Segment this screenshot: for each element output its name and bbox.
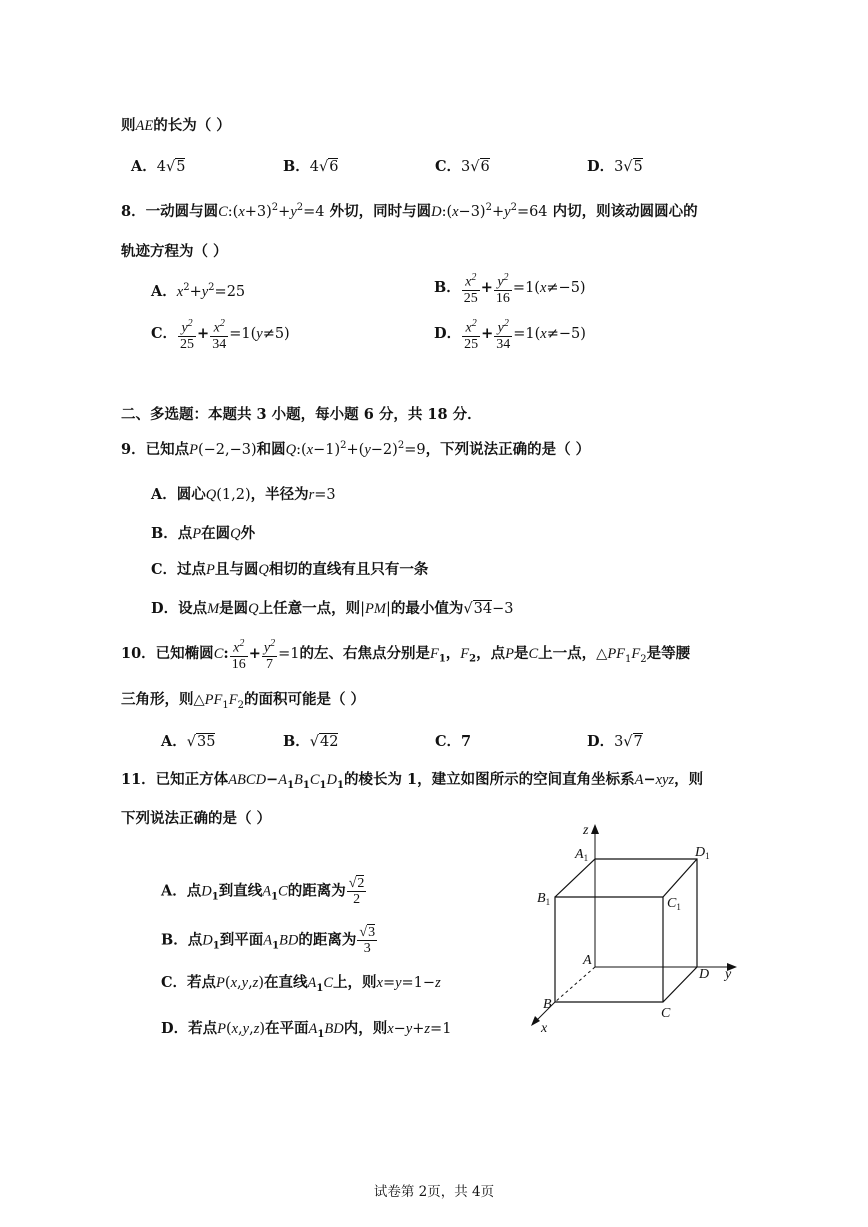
label-D1: $D_1$ [695, 845, 710, 861]
label-A1: $A_1$ [575, 847, 589, 863]
cube-figure [525, 812, 755, 1037]
label-A: A [583, 953, 592, 968]
q9-stem: 9．已知点P(−2,−3)和圆$Q:(x-1)^2+(y-2)^2=9$，下列说法正确的是（ ） [121, 440, 591, 458]
q11-stem: 11．已知正方体$ABCD-A_1B_1C_1D_1$的棱长为 1，建立如图所示的空间直角坐标系A−xyz，则 [121, 771, 704, 791]
q9-option-d: D．设点M是圆Q上任意一点，则|PM|的最小值为√34−3 [151, 600, 514, 617]
q10-stem2: 三角形，则$\triangle PF_1F_2$的面积可能是（ ） [121, 691, 366, 711]
q10-option-d: D．3√7 [587, 733, 643, 750]
q11-stem2: 下列说法正确的是（ ） [121, 810, 272, 827]
q7-option-b: B．4√6 [283, 158, 339, 175]
q10-option-b: B．√42 [283, 733, 339, 750]
label-B1: $B_1$ [537, 891, 551, 907]
q7-option-c: C．3√6 [435, 158, 490, 175]
q9-option-b: B．点P在圆Q外 [151, 525, 256, 542]
label-y: y [725, 967, 732, 982]
q10-option-c: C．7 [435, 733, 472, 750]
label-C1: $C_1$ [667, 896, 681, 912]
q8-stem: 8．一动圆与圆$C:(x+3)^2+y^2=4$ 外切，同时与圆$D:(x-3)^2+y^2=64$ 内切，则该动圆圆心的 [121, 202, 698, 220]
page-footer: 试卷第 2页，共 4页 [373, 1184, 495, 1200]
q7-stem: 则AE的长为（ ） [121, 117, 231, 134]
q8-option-d: D． $\frac{x^2}{25}$ + $\frac{y^2}{34}$ =1(x≠−5) [434, 318, 586, 352]
q11-option-d: D．若点P(x,y,z)在平面$A_1BD$内，则x−y+z=1 [161, 1020, 452, 1040]
q10-option-a: A．√35 [161, 733, 216, 750]
q7-option-d: D．3√5 [587, 158, 643, 175]
q8-stem2: 轨迹方程为（ ） [121, 243, 228, 260]
q9-option-c: C．过点P且与圆Q相切的直线有且只有一条 [151, 561, 429, 578]
z-axis-arrow-icon [591, 824, 599, 834]
q11-option-a: A．点$D_1$到直线$A_1C$的距离为 $\frac{√2}{2}$ [161, 876, 365, 907]
edge-C1D1 [663, 859, 697, 897]
label-D: D [699, 967, 710, 982]
q10-stem: 10．已知椭圆C: $\frac{x^2}{16}$ + $\frac{y^2}{7}$ =1的左、右焦点分别是$F_1$，$F_2$，点P是C上一点，$\triangle PF_1F_2$是等腰 [121, 638, 691, 672]
edge-AB [555, 967, 595, 1002]
label-z: z [583, 823, 589, 838]
section2-title: 二、多选题：本题共 3 小题，每小题 6 分，共 18 分． [121, 406, 482, 423]
label-B: B [543, 997, 552, 1012]
q8-option-c: C． $\frac{y^2}{25}$ + $\frac{x^2}{34}$ =1(y≠5) [151, 318, 290, 352]
label-x: x [541, 1021, 548, 1036]
q8-option-b: B． $\frac{x^2}{25}$ + $\frac{y^2}{16}$ =1(x≠−5) [434, 272, 586, 306]
q11-option-c: C．若点P(x,y,z)在直线$A_1C$上，则x=y=1−z [161, 974, 441, 994]
cube-edges [555, 859, 697, 1002]
q7-option-a: A．4√5 [131, 158, 186, 175]
q8-option-a: A．$x^2+y^2=25$ [151, 282, 246, 300]
label-C: C [661, 1006, 671, 1021]
x-axis-arrow-icon [531, 1016, 540, 1026]
q9-option-a: A．圆心Q(1,2)，半径为r=3 [151, 486, 336, 503]
q11-option-b: B．点$D_1$到平面$A_1BD$的距离为 $\frac{√3}{3}$ [161, 925, 376, 956]
